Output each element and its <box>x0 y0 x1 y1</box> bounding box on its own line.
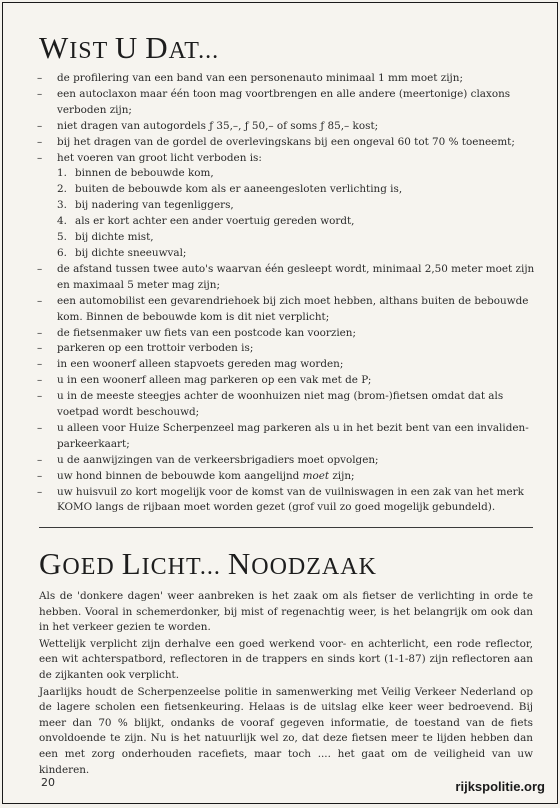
list-item: – u in een woonerf alleen mag parkeren op een vak met de P; <box>37 374 372 387</box>
list-item: – parkeren op een trottoir verboden is; <box>37 342 254 355</box>
list-item: – de fietsenmaker uw fiets van een postcode kan voorzien; <box>37 326 356 339</box>
list-item: – niet dragen van autogordels ƒ 35,–, ƒ 50,– of soms ƒ 85,– kost; <box>37 119 379 132</box>
sublist-item: 6. bij dichte sneeuwval; <box>57 246 187 259</box>
sublist-item: 2. buiten de bebouwde kom als er aaneengesloten verlichting is, <box>57 183 403 196</box>
title-initial: U <box>114 30 139 65</box>
title-part: IST <box>69 38 115 64</box>
title-initial: L <box>121 546 142 581</box>
sublist-item: 4. als er kort achter een ander voertuig gereden wordt, <box>57 215 355 228</box>
title-part: OED <box>62 554 122 580</box>
watermark: rijkspolitie.org <box>455 779 545 794</box>
paragraph: Jaarlijks houdt de Scherpenzeelse politie in samenwerking met Veilig Verkeer Nederland op de lagere scholen een fietsenkeuring. Helaas is de uitslag elke keer weer bedroevend. Bij meer dan 70 % blijkt, ondanks de vooraf gegeven informatie, de toestand van de fiets onvoldoende te zijn. Nu is het natuurlijk wel zo, dat deze fietsen meer te lijden hebben dan een met zorg onderhouden racefiets, maar toch .... het gaat om de veiligheid van uw kinderen. <box>39 685 533 776</box>
title-part: ICHT... <box>141 554 228 580</box>
title-initial: W <box>39 30 70 65</box>
list-item: – uw huisvuil zo kort mogelijk voor de komst van de vuilniswagen in een zak van het merk KOMO langs de rijbaan moet worden gezet (grof vuil zo goed mogelijk gebundeld). <box>37 485 524 514</box>
high-beam-sublist <box>57 166 535 261</box>
list-item: – u in de meeste steegjes achter de woonhuizen niet mag (brom-)fietsen omdat dat als voetpad wordt beschouwd; <box>37 390 504 419</box>
list-item: – een automobilist een gevarendriehoek bij zich moet hebben, althans buiten de bebouwde kom. Binnen de bebouwde kom is dit niet verplicht; <box>37 294 529 323</box>
article-body <box>39 589 533 779</box>
sublist-item: 1. binnen de bebouwde kom, <box>57 167 214 180</box>
section-title-wist-u-dat <box>39 29 219 66</box>
emphasis-text: moet <box>302 469 330 482</box>
list-item: – het voeren van groot licht verboden is: 1. binnen de bebouwde kom, 2. buiten de bebouwde kom als er aaneengesloten verlichting is, 3. bij nadering van tegenliggers, 4. als er kort achter een ander voertuig gereden wordt, 5. bij dichte mist, 6. bij dichte sneeuwval; <box>37 151 535 262</box>
paragraph: Als de 'donkere dagen' weer aanbreken is het zaak om als fietser de verlichting in orde te hebben. Vooral in schemerdonker, bij mist of regenachtig weer, is het belangrijk om ook dan in het verkeer gezien te worden. <box>39 590 533 634</box>
page-number: 20 <box>41 776 55 789</box>
paragraph: Wettelijk verplicht zijn derhalve een goed werkend voor- en achterlicht, een rode reflector, een wit achterspatbord, reflectoren in de trappers en sinds kort (1-1-87) zijn reflectoren aan de zijkanten ook verplicht. <box>39 637 533 681</box>
facts-list <box>37 71 535 516</box>
list-item: – in een woonerf alleen stapvoets gereden mag worden; <box>37 358 344 371</box>
title-initial: N <box>227 546 252 581</box>
section-title-goed-licht-noodzaak <box>39 545 377 582</box>
section-divider <box>39 527 533 528</box>
sublist-item: 3. bij nadering van tegenliggers, <box>57 199 234 212</box>
title-initial: D <box>145 30 169 65</box>
list-item: – de afstand tussen twee auto's waarvan één gesleept wordt, minimaal 2,50 meter moet zijn en maximaal 5 meter mag zijn; <box>37 262 535 291</box>
document-page <box>2 2 558 804</box>
title-part: OODZAAK <box>251 554 377 580</box>
list-item: – u alleen voor Huize Scherpenzeel mag parkeren als u in het bezit bent van een invaliden-parkeerkaart; <box>37 421 529 450</box>
sublist-item: 5. bij dichte mist, <box>57 231 154 244</box>
list-item: – bij het dragen van de gordel de overlevingskans bij een ongeval 60 tot 70 % toeneemt; <box>37 135 515 148</box>
list-item: – de profilering van een band van een personenauto minimaal 1 mm moet zijn; <box>37 72 463 84</box>
list-item: – u de aanwijzingen van de verkeersbrigadiers moet opvolgen; <box>37 453 379 466</box>
list-item: – uw hond binnen de bebouwde kom aangelijnd moet zijn; <box>37 469 355 482</box>
title-part: AT... <box>168 38 220 64</box>
title-initial: G <box>39 546 63 581</box>
list-item: – een autoclaxon maar één toon mag voortbrengen en alle andere (meertonige) claxons verboden zijn; <box>37 87 511 116</box>
